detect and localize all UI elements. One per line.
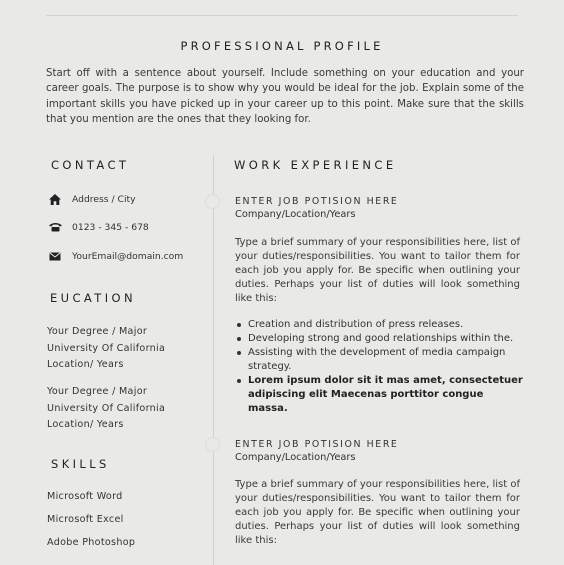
- job-company: Company/Location/Years: [235, 209, 356, 220]
- contact-address: [48, 193, 136, 205]
- job-summary: Type a brief summary of your responsibilities here, list of your duties/responsibilities. You want to tailor them for each job you apply for. Be specific when outlining your duties. Perhaps your list of duties will look something like this:: [235, 479, 520, 546]
- profile-heading: PROFESSIONAL PROFILE: [180, 39, 384, 53]
- education-location: Location/ Years: [47, 359, 124, 370]
- envelope-icon: [48, 250, 62, 262]
- timeline-line: [213, 155, 214, 565]
- skills-heading: SKILLS: [51, 457, 110, 471]
- home-icon: [48, 193, 62, 205]
- job-summary: Type a brief summary of your responsibilities here, list of your duties/responsibilities. You want to tailor them for each job you apply for. Be specific when outlining your duties. Perhaps your list of duties will look something like this:: [235, 237, 520, 304]
- top-divider: [46, 15, 518, 16]
- job-title: ENTER JOB POTISION HERE: [235, 439, 399, 450]
- skill-item: Adobe Photoshop: [47, 537, 136, 548]
- skill-item: Microsoft Excel: [47, 514, 124, 525]
- list-item: Assisting with the development of media campaign strategy.: [235, 346, 525, 374]
- job-duties-list: [235, 318, 525, 416]
- skill-item: Microsoft Word: [47, 491, 123, 502]
- education-location: Location/ Years: [47, 419, 124, 430]
- education-school: University Of California: [47, 342, 166, 354]
- education-school: University Of California: [47, 402, 166, 414]
- job-title: ENTER JOB POTISION HERE: [235, 196, 399, 207]
- education-heading: EUCATION: [50, 291, 136, 305]
- contact-heading: CONTACT: [51, 158, 130, 172]
- job-company: Company/Location/Years: [235, 452, 356, 463]
- contact-email: [48, 250, 183, 262]
- profile-summary: Start off with a sentence about yourself. Include something on your education and your career goals. The purpose is to show why you would be ideal for the job. Explain some of the important skills you have picked up in your career up to this point. Make sure that the skills that you mention are the ones that they looking for.: [46, 68, 524, 125]
- education-degree: Your Degree / Major: [47, 386, 148, 397]
- list-item: Lorem ipsum dolor sit it mas amet, consectetuer adipiscing elit Maecenas porttitor congue massa.: [235, 374, 525, 416]
- education-degree: Your Degree / Major: [47, 326, 148, 337]
- phone-icon: [48, 221, 62, 233]
- timeline-marker: [205, 437, 220, 452]
- education-entry-2: [47, 384, 165, 434]
- contact-phone: [48, 221, 149, 233]
- contact-email-text: YourEmail@domain.com: [72, 250, 184, 262]
- list-item: Creation and distribution of press releases.: [235, 318, 525, 332]
- contact-address-text: Address / City: [72, 193, 136, 205]
- education-entry-1: [47, 324, 165, 374]
- contact-phone-text: 0123 - 345 - 678: [72, 221, 149, 233]
- work-experience-heading: WORK EXPERIENCE: [234, 158, 397, 172]
- timeline-marker: [205, 194, 220, 209]
- list-item: Developing strong and good relationships within the.: [235, 332, 525, 346]
